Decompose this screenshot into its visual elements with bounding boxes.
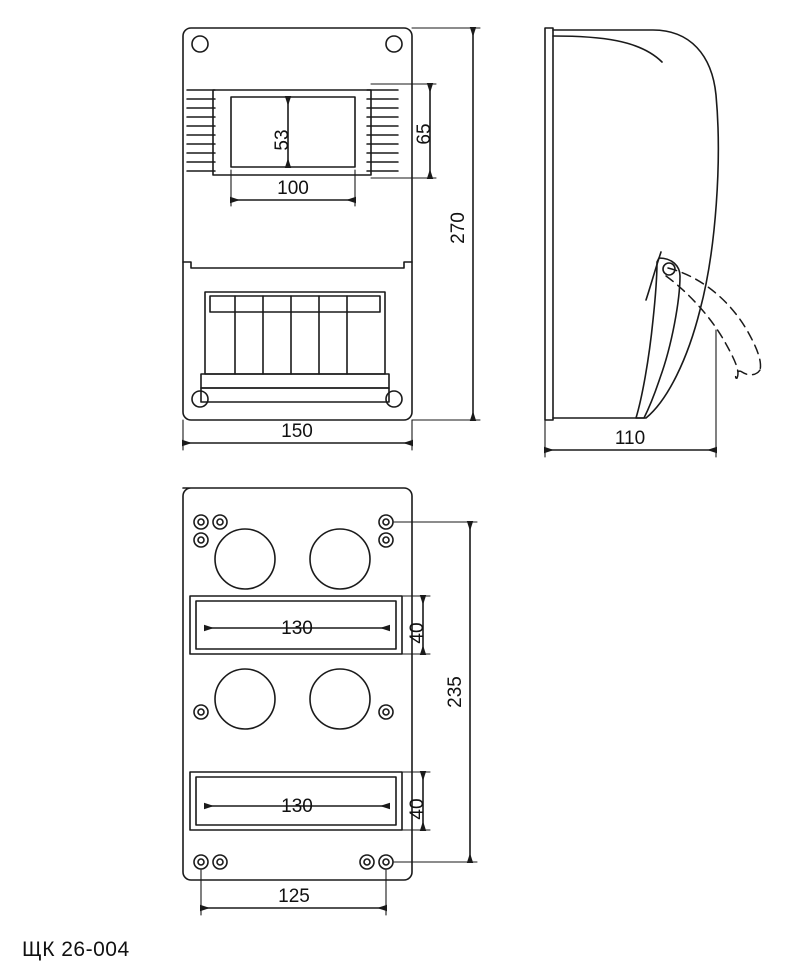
dim-slot-height-top: 40 xyxy=(407,622,428,644)
dim-overall-width: 150 xyxy=(281,421,313,442)
window-inner xyxy=(231,97,355,167)
knockout xyxy=(310,529,370,589)
breaker-dividers xyxy=(235,296,347,374)
breaker-block xyxy=(205,292,385,374)
dim-window-height: 53 xyxy=(272,129,293,151)
dim-slot-height-bottom: 40 xyxy=(407,798,428,820)
dim-mount-height: 235 xyxy=(445,676,466,708)
mount-hole xyxy=(192,391,208,407)
back-dimensions xyxy=(201,522,477,915)
knockout xyxy=(215,529,275,589)
dim-overall-height: 270 xyxy=(448,212,469,244)
mount-hole xyxy=(192,36,208,52)
dim-slot-width-bottom: 130 xyxy=(281,796,313,817)
knockout xyxy=(310,669,370,729)
dim-window-width: 100 xyxy=(277,178,309,199)
dim-depth: 110 xyxy=(614,428,646,449)
side-view xyxy=(545,28,761,420)
drawing-title: ЩК 26-004 xyxy=(22,938,130,961)
din-rail-lower xyxy=(201,388,389,402)
dim-module-height: 65 xyxy=(414,123,435,145)
back-view xyxy=(183,488,412,880)
vent-louvers-left xyxy=(187,90,215,171)
front-view xyxy=(183,28,412,420)
knockout xyxy=(215,669,275,729)
dim-mount-width: 125 xyxy=(278,886,310,907)
mount-hole xyxy=(386,36,402,52)
din-rail xyxy=(201,374,389,388)
front-dimensions xyxy=(183,28,480,450)
dim-slot-width-top: 130 xyxy=(281,618,313,639)
